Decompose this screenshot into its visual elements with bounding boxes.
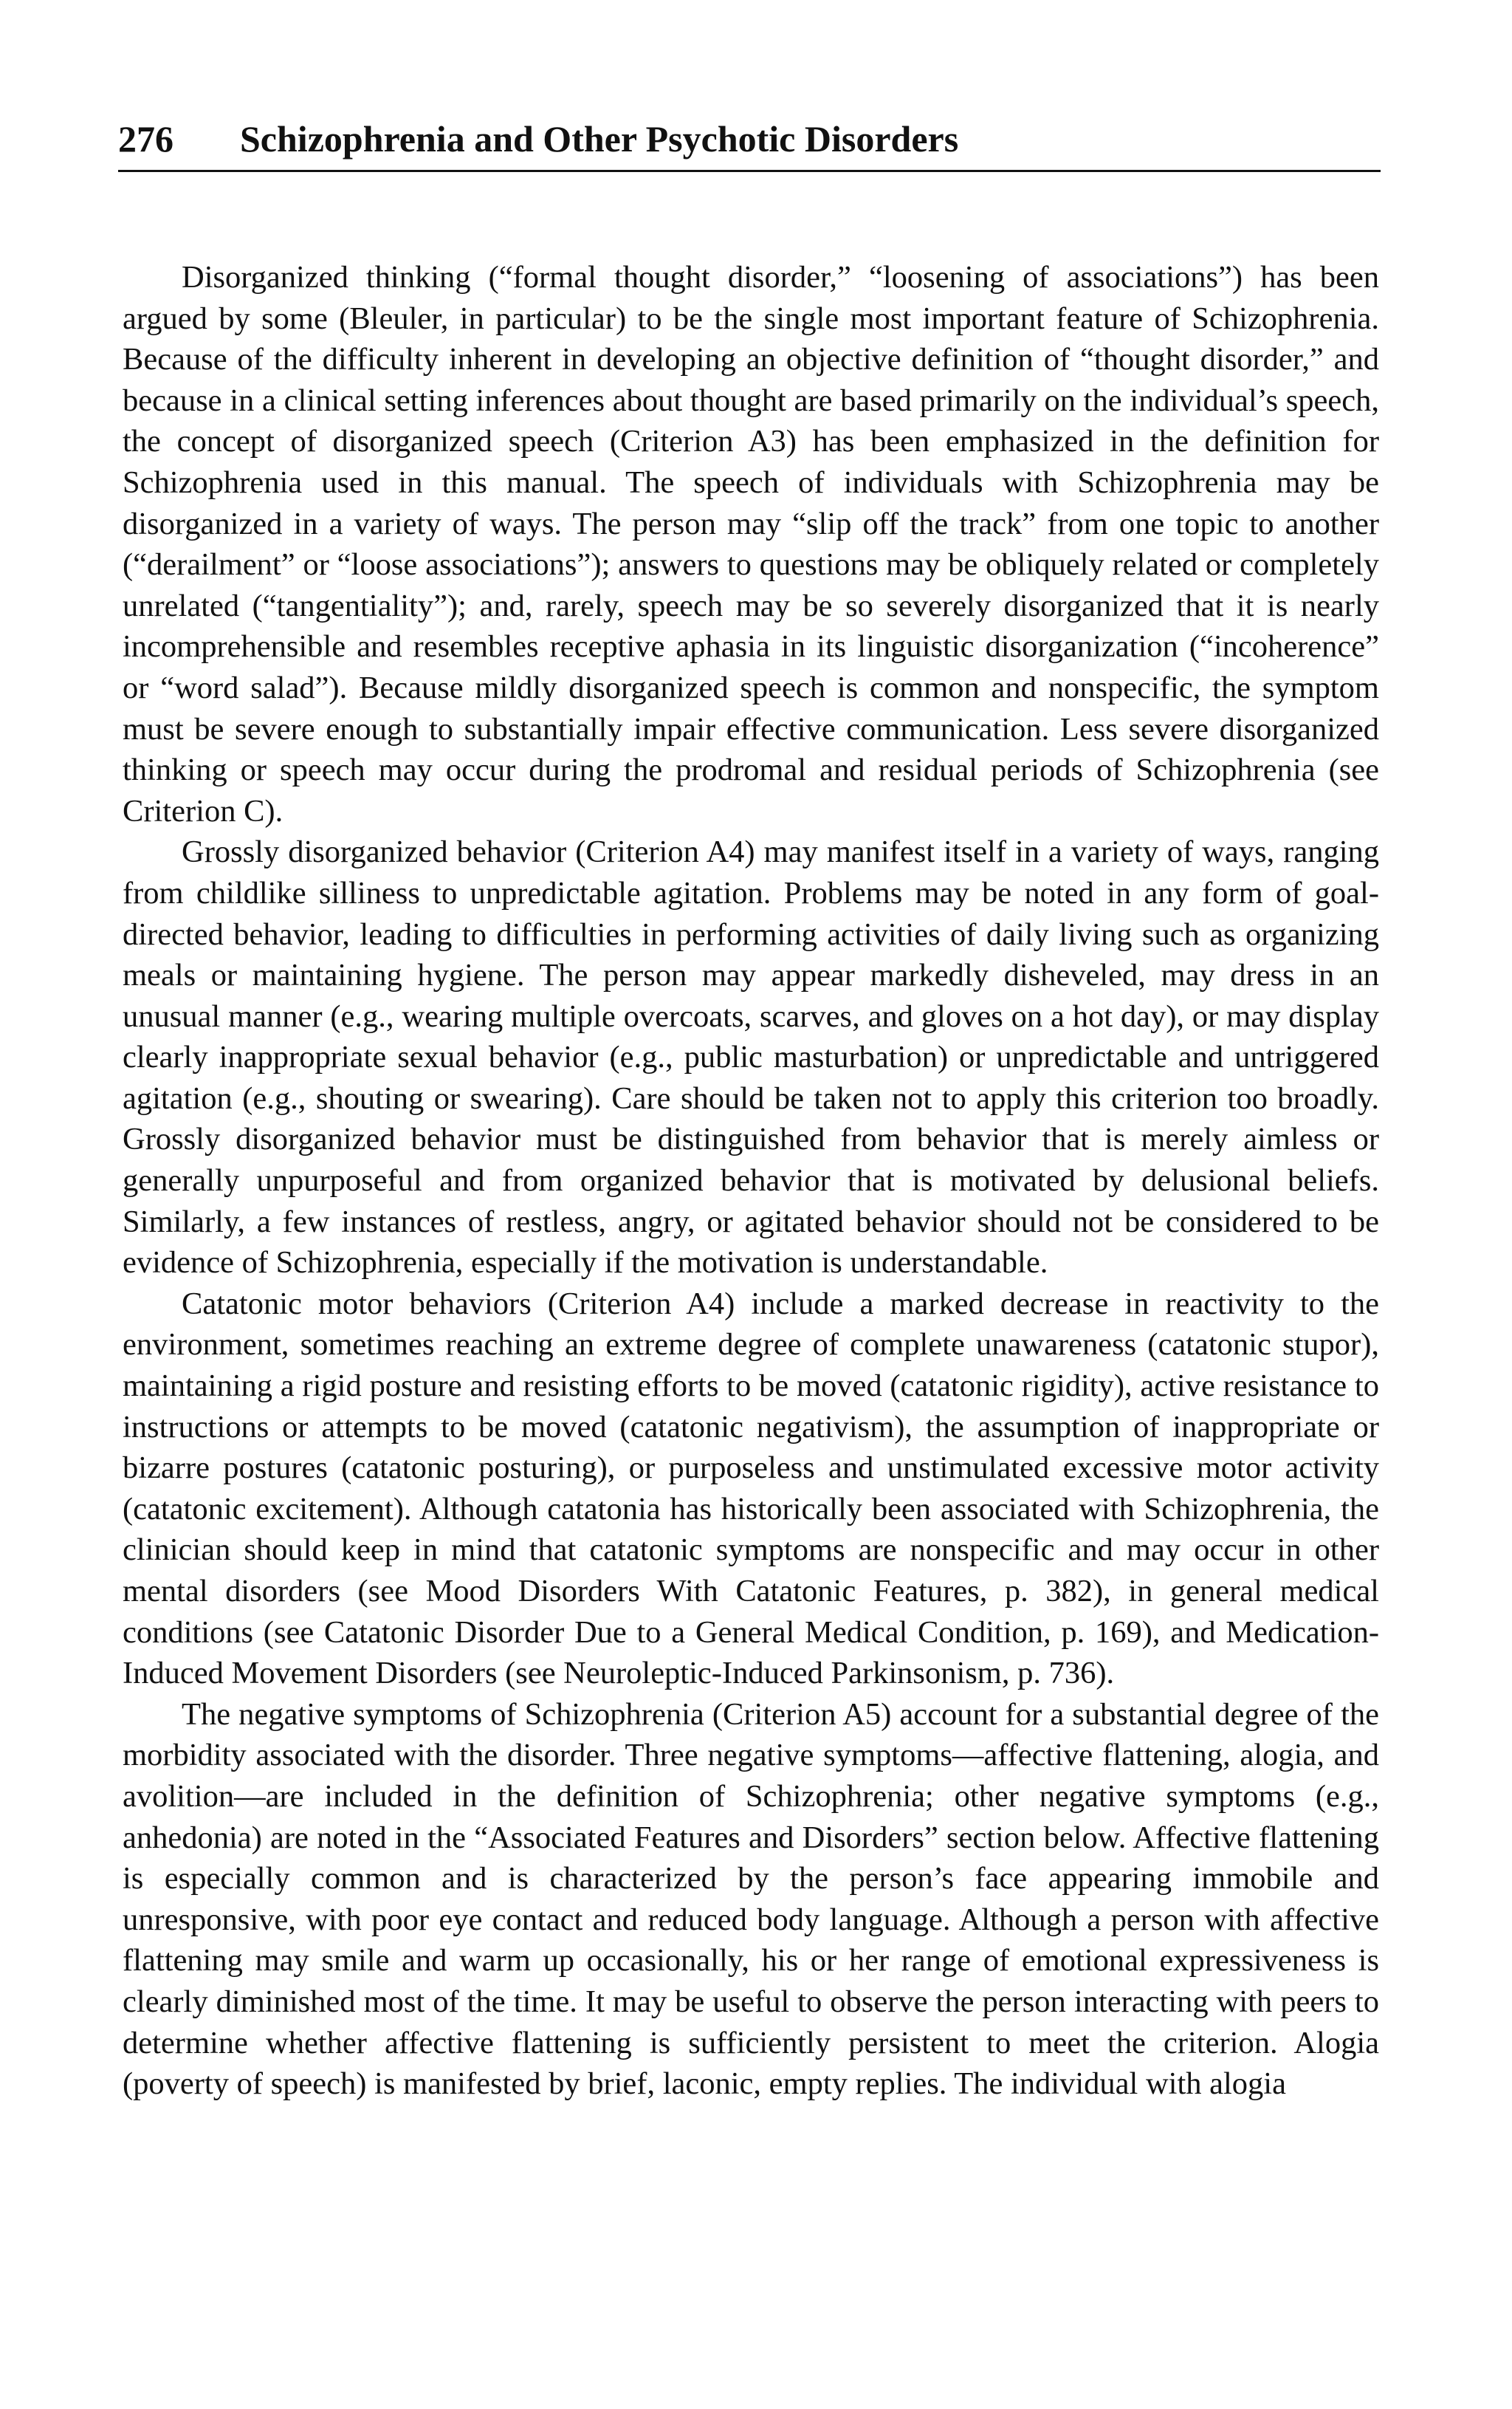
paragraph-disorganized-behavior: Grossly disorganized behavior (Criterion A4) may manifest itself in a variety of ways, ranging from childlike silliness to unpredictable agitation. Problems may be noted in any form of goal-directed behavior, leading to difficulties in performing activities of daily living such as organizing meals or maintaining hygiene. The person may appear markedly disheveled, may dress in an unusual manner (e.g., wearing multiple overcoats, scarves, and gloves on a hot day), or may display clearly inappropriate sexual behavior (e.g., public masturbation) or unpredictable and untriggered agitation (e.g., shouting or swearing). Care should be taken not to apply this criterion too broadly. Grossly disorganized behavior must be distinguished from behavior that is merely aimless or generally unpurposeful and from organized behavior that is motivated by delusional beliefs. Similarly, a few instances of restless, angry, or agitated behavior should not be considered to be evidence of Schizophrenia, especially if the motivation is understandable.: [123, 835, 1379, 1281]
paragraph-disorganized-thinking: Disorganized thinking (“formal thought disorder,” “loosening of associations”) has been argued by some (Bleuler, in particular) to be the single most important feature of Schizophrenia. Because of the difficulty inherent in developing an objective definition of “thought disorder,” and because in a clinical setting inferences about thought are based primarily on the individual’s speech, the concept of disorganized speech (Criterion A3) has been emphasized in the definition for Schizophrenia used in this manual. The speech of individuals with Schizophrenia may be disorganized in a variety of ways. The person may “slip off the track” from one topic to another (“derailment” or “loose associations”); answers to questions may be obliquely related or completely unrelated (“tangentiality”); and, rarely, speech may be so severely disorganized that it is nearly incomprehensible and resembles receptive aphasia in its linguistic disorganization (“incoherence” or “word salad”). Because mildly disorganized speech is common and nonspecific, the symptom must be severe enough to substantially impair effective communication. Less severe disorganized thinking or speech may occur during the prodromal and residual periods of Schizophrenia (see Criterion C).: [123, 260, 1379, 829]
paragraph-negative-symptoms: The negative symptoms of Schizophrenia (Criterion A5) account for a substantial degree of the morbidity associated with the disorder. Three negative symptoms—affective flattening, alogia, and avolition—are included in the definition of Schizophrenia; other negative symptoms (e.g., anhedonia) are noted in the “Associated Features and Disorders” section below. Affective flattening is especially common and is characterized by the person’s face appearing immobile and unresponsive, with poor eye contact and reduced body language. Although a person with affective flattening may smile and warm up occasionally, his or her range of emotional expressiveness is clearly diminished most of the time. It may be useful to observe the person interacting with peers to determine whether affective flattening is sufficiently persistent to meet the criterion. Alogia (poverty of speech) is manifested by brief, laconic, empty replies. The individual with alogia: [123, 1696, 1379, 2102]
running-title: Schizophrenia and Other Psychotic Disorders: [240, 118, 959, 160]
body-text: [123, 257, 1379, 2105]
page-number: 276: [118, 118, 173, 160]
running-header: [118, 111, 1381, 172]
paragraph-catatonic-behaviors: Catatonic motor behaviors (Criterion A4) include a marked decrease in reactivity to the environment, sometimes reaching an extreme degree of complete unawareness (catatonic stupor), maintaining a rigid posture and resisting efforts to be moved (catatonic rigidity), active resistance to instructions or attempts to be moved (catatonic negativism), the assumption of inappropriate or bizarre postures (catatonic posturing), or purposeless and unstimulated excessive motor activity (catatonic excitement). Although catatonia has historically been associated with Schizophrenia, the clinician should keep in mind that catatonic symptoms are nonspecific and may occur in other mental disorders (see Mood Disorders With Catatonic Features, p. 382), in general medical conditions (see Catatonic Disorder Due to a General Medical Condition, p. 169), and Medication-Induced Movement Disorders (see Neuroleptic-Induced Parkinsonism, p. 736).: [123, 1286, 1379, 1691]
